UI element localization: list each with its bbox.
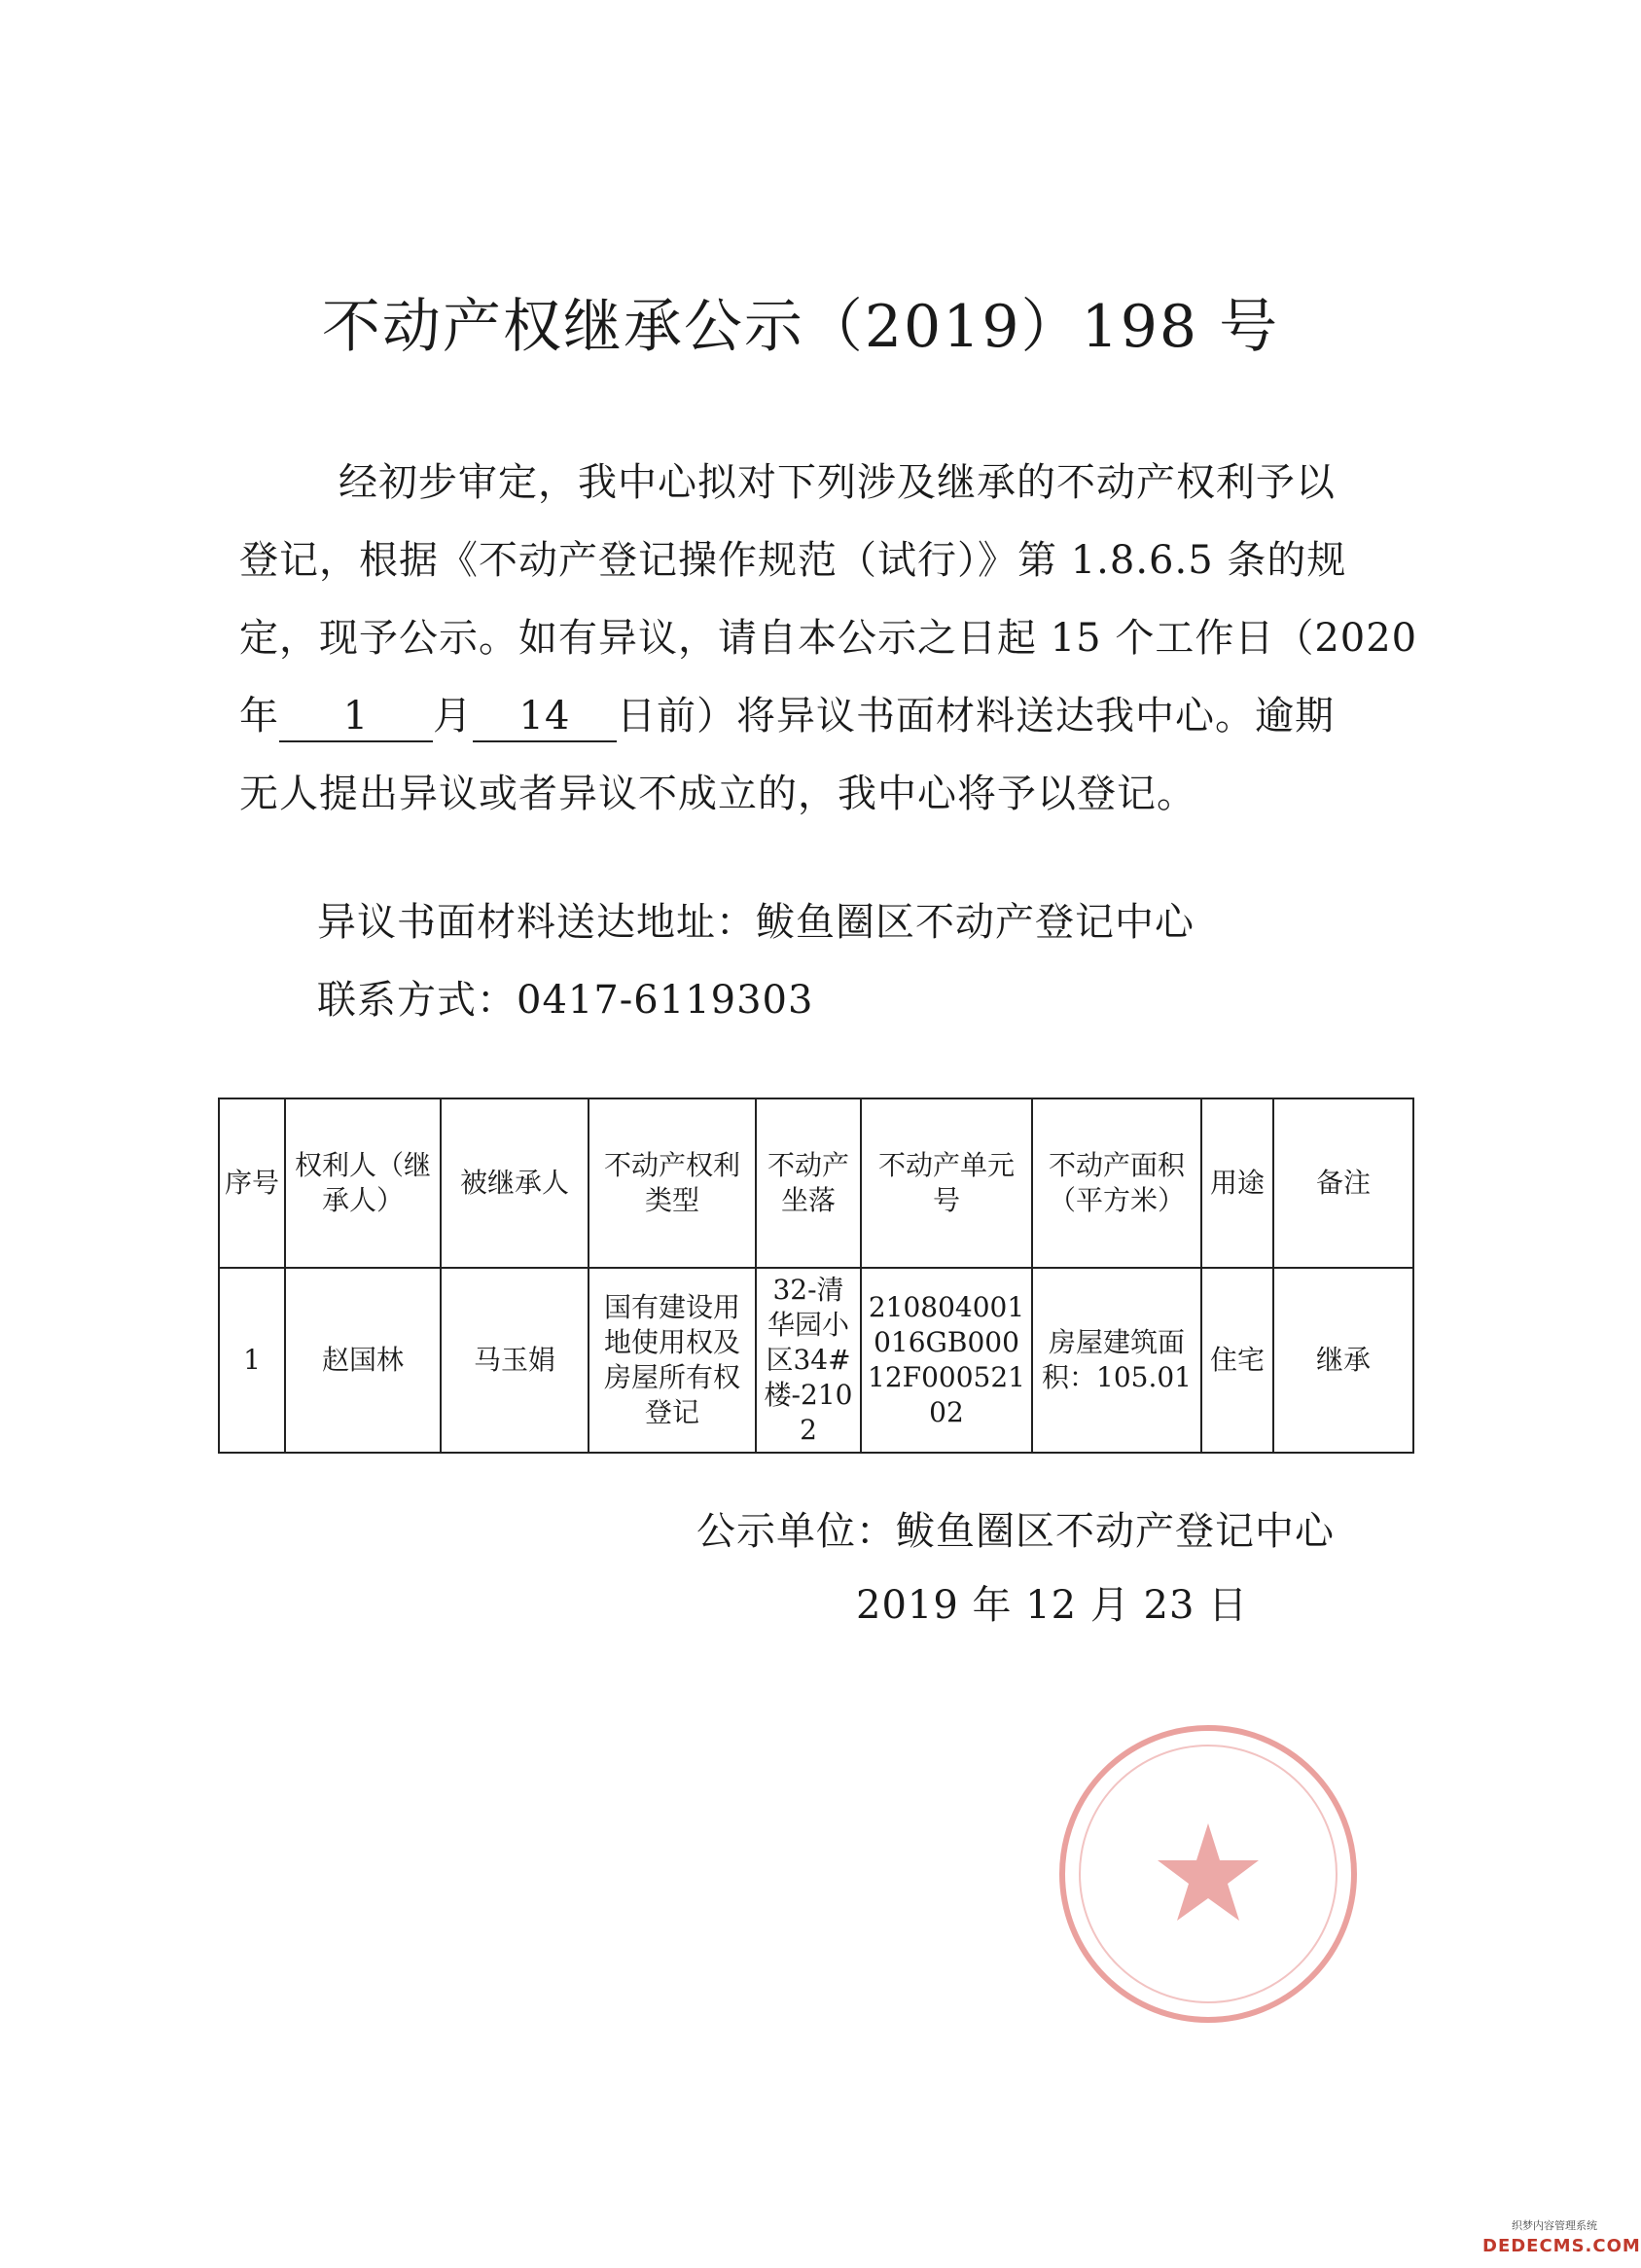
- header-right-type: 不动产权利类型: [589, 1098, 756, 1268]
- header-heir: 权利人（继承人）: [285, 1098, 441, 1268]
- issuing-unit: 公示单位：鲅鱼圈区不动产登记中心: [696, 1509, 1335, 1554]
- table-row: [219, 1268, 1413, 1453]
- header-location: 不动产坐落: [756, 1098, 861, 1268]
- watermark-top: 织梦内容管理系统: [1512, 2219, 1597, 2232]
- header-unit-no: 不动产单元号: [861, 1098, 1032, 1268]
- site-watermark: [1482, 2217, 1641, 2262]
- cell-right-type: 国有建设用地使用权及房屋所有权登记: [589, 1268, 756, 1453]
- body-line-2: 登记，根据《不动产登记操作规范（试行）》第 1.8.6.5 条的规: [239, 538, 1347, 583]
- body-line-3: 定，现予公示。如有异议，请自本公示之日起 15 个工作日（2020: [239, 616, 1418, 661]
- issue-date: 2019 年 12 月 23 日: [856, 1583, 1249, 1628]
- body-line-4: [239, 689, 1358, 743]
- contact-phone: 联系方式：0417-6119303: [317, 978, 814, 1023]
- notice-title: 不动产权继承公示（2019）198 号: [321, 293, 1280, 361]
- body-line-4-rest: 日前）将异议书面材料送达我中心。逾期: [617, 694, 1335, 738]
- watermark-logo: DEDECMS.COM: [1482, 2236, 1641, 2256]
- cell-decedent: 马玉娟: [441, 1268, 589, 1453]
- deadline-month: 1: [279, 692, 433, 742]
- objection-address: 异议书面材料送达地址：鲅鱼圈区不动产登记中心: [317, 900, 1195, 945]
- cell-usage: 住宅: [1201, 1268, 1273, 1453]
- cell-remark: 继承: [1273, 1268, 1413, 1453]
- registry-table: [218, 1098, 1414, 1454]
- header-area: 不动产面积（平方米）: [1032, 1098, 1201, 1268]
- cell-unit-no: 210804001016GB00012F00052102: [861, 1268, 1032, 1453]
- table-header-row: [219, 1098, 1413, 1268]
- header-remark: 备注: [1273, 1098, 1413, 1268]
- header-no: 序号: [219, 1098, 285, 1268]
- year-label: 年: [239, 694, 279, 738]
- header-decedent: 被继承人: [441, 1098, 589, 1268]
- month-label: 月: [433, 694, 473, 738]
- cell-heir: 赵国林: [285, 1268, 441, 1453]
- body-line-5: 无人提出异议或者异议不成立的，我中心将予以登记。: [239, 772, 1196, 816]
- official-seal-icon: [1052, 1718, 1364, 2030]
- header-usage: 用途: [1201, 1098, 1273, 1268]
- deadline-day: 14: [473, 692, 617, 742]
- body-line-1: 经初步审定，我中心拟对下列涉及继承的不动产权利予以: [339, 460, 1336, 505]
- cell-no: 1: [219, 1268, 285, 1453]
- cell-location: 32-清华园小区34#楼-2102: [756, 1268, 861, 1453]
- cell-area: 房屋建筑面积：105.01: [1032, 1268, 1201, 1453]
